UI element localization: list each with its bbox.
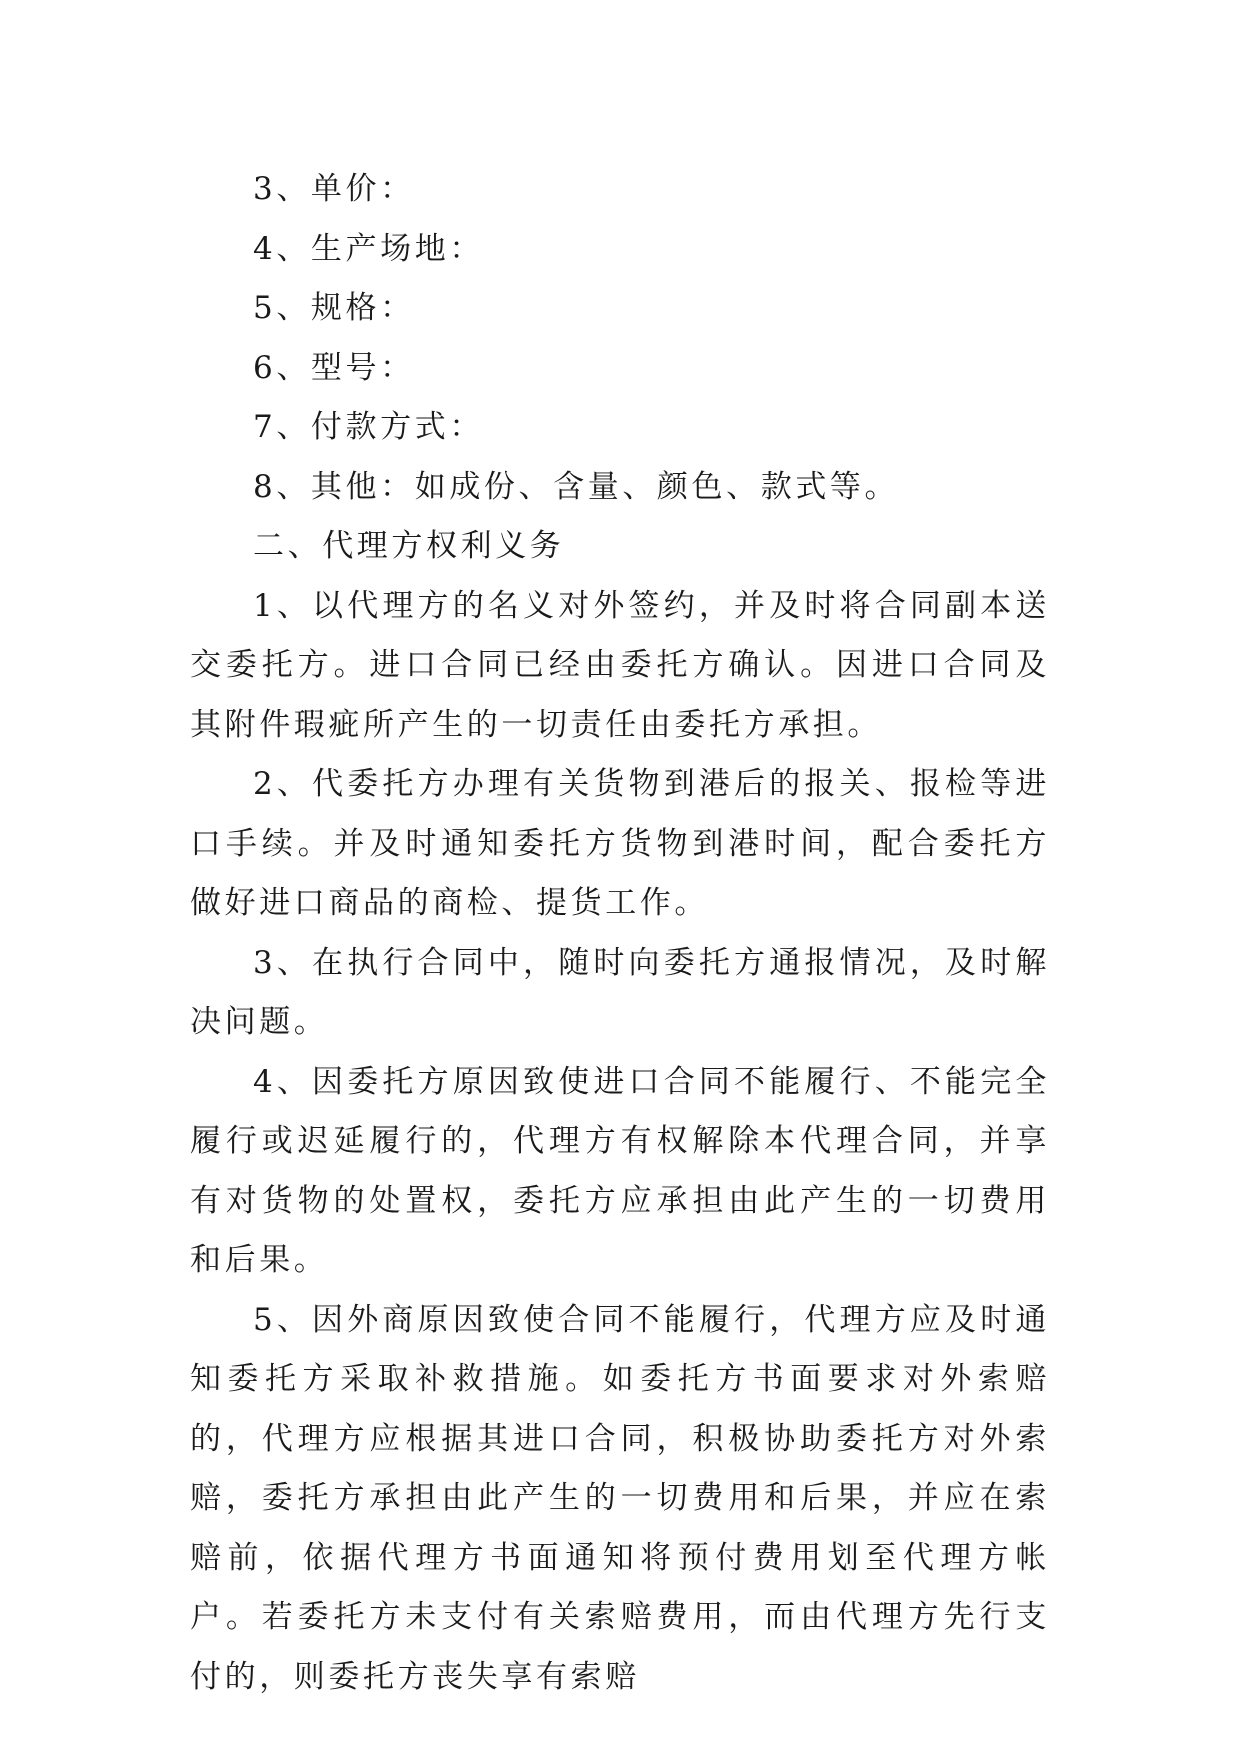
clause-paragraph-5: 5、因外商原因致使合同不能履行，代理方应及时通知委托方采取补救措施。如委托方书面要求对外索赔的，代理方应根据其进口合同，积极协助委托方对外索赔，委托方承担由此产生的一切费用和后果，并应在索赔前，依据代理方书面通知将预付费用划至代理方帐户。若委托方未支付有关索赔费用，而由代理方先行支付的，则委托方丧失享有索赔 — [190, 1301, 1050, 1695]
item-production-site: 4、生产场地： — [253, 230, 484, 267]
item-other: 8、其他：如成份、含量、颜色、款式等。 — [253, 468, 900, 505]
clause-paragraph-4: 4、因委托方原因致使进口合同不能履行、不能完全履行或迟延履行的，代理方有权解除本代理合同，并享有对货物的处置权，委托方应承担由此产生的一切费用和后果。 — [190, 1063, 1050, 1278]
section-heading: 二、代理方权利义务 — [253, 528, 565, 564]
document-body — [190, 160, 1050, 1707]
clause-paragraph-3: 3、在执行合同中，随时向委托方通报情况，及时解决问题。 — [190, 944, 1050, 1040]
item-payment-method: 7、付款方式： — [253, 409, 484, 445]
clause-paragraph-2: 2、代委托方办理有关货物到港后的报关、报检等进口手续。并及时通知委托方货物到港时间，配合委托方做好进口商品的商检、提货工作。 — [190, 766, 1050, 921]
item-specification: 5、规格： — [253, 290, 415, 326]
item-unit-price: 3、单价： — [253, 171, 415, 207]
clause-paragraph-1: 1、以代理方的名义对外签约，并及时将合同副本送交委托方。进口合同已经由委托方确认。因进口合同及其附件瑕疵所产生的一切责任由委托方承担。 — [190, 587, 1050, 743]
item-model: 6、型号： — [253, 349, 415, 386]
